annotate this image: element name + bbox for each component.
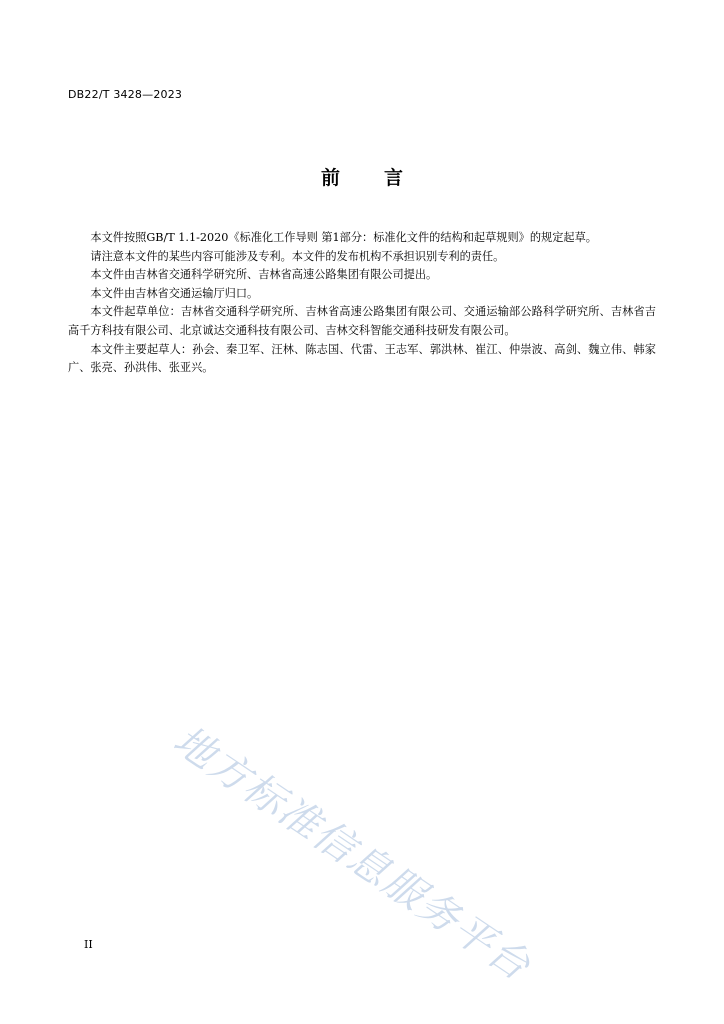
- page-title: 前言: [320, 167, 447, 189]
- paragraph-drafters: 本文件主要起草人：孙会、秦卫军、汪林、陈志国、代雷、王志军、郭洪林、崔江、仲崇波、高剑、魏立伟、韩家广、张亮、孙洪伟、张亚兴。: [68, 342, 656, 375]
- paragraph-proposer: 本文件由吉林省交通科学研究所、吉林省高速公路集团有限公司提出。: [90, 268, 438, 282]
- paragraph-patent-notice: 请注意本文件的某些内容可能涉及专利。本文件的发布机构不承担识别专利的责任。: [90, 249, 505, 263]
- paragraph-drafting-units: 本文件起草单位：吉林省交通科学研究所、吉林省高速公路集团有限公司、交通运输部公路科学研究所、吉林省吉高千方科技有限公司、北京诚达交通科技有限公司、吉林交科智能交通科技研发有限公司。: [68, 305, 656, 337]
- watermark: 地方标准信息服务平台: [165, 717, 540, 991]
- foreword-body: [68, 229, 656, 378]
- page-number: II: [84, 938, 93, 951]
- paragraph-administrator: 本文件由吉林省交通运输厅归口。: [90, 286, 259, 300]
- document-code: DB22/T 3428—2023: [68, 88, 183, 101]
- paragraph-drafting-rules: 本文件按照GB/T 1.1-2020《标准化工作导则 第1部分：标准化文件的结构和起草规则》的规定起草。: [90, 231, 597, 244]
